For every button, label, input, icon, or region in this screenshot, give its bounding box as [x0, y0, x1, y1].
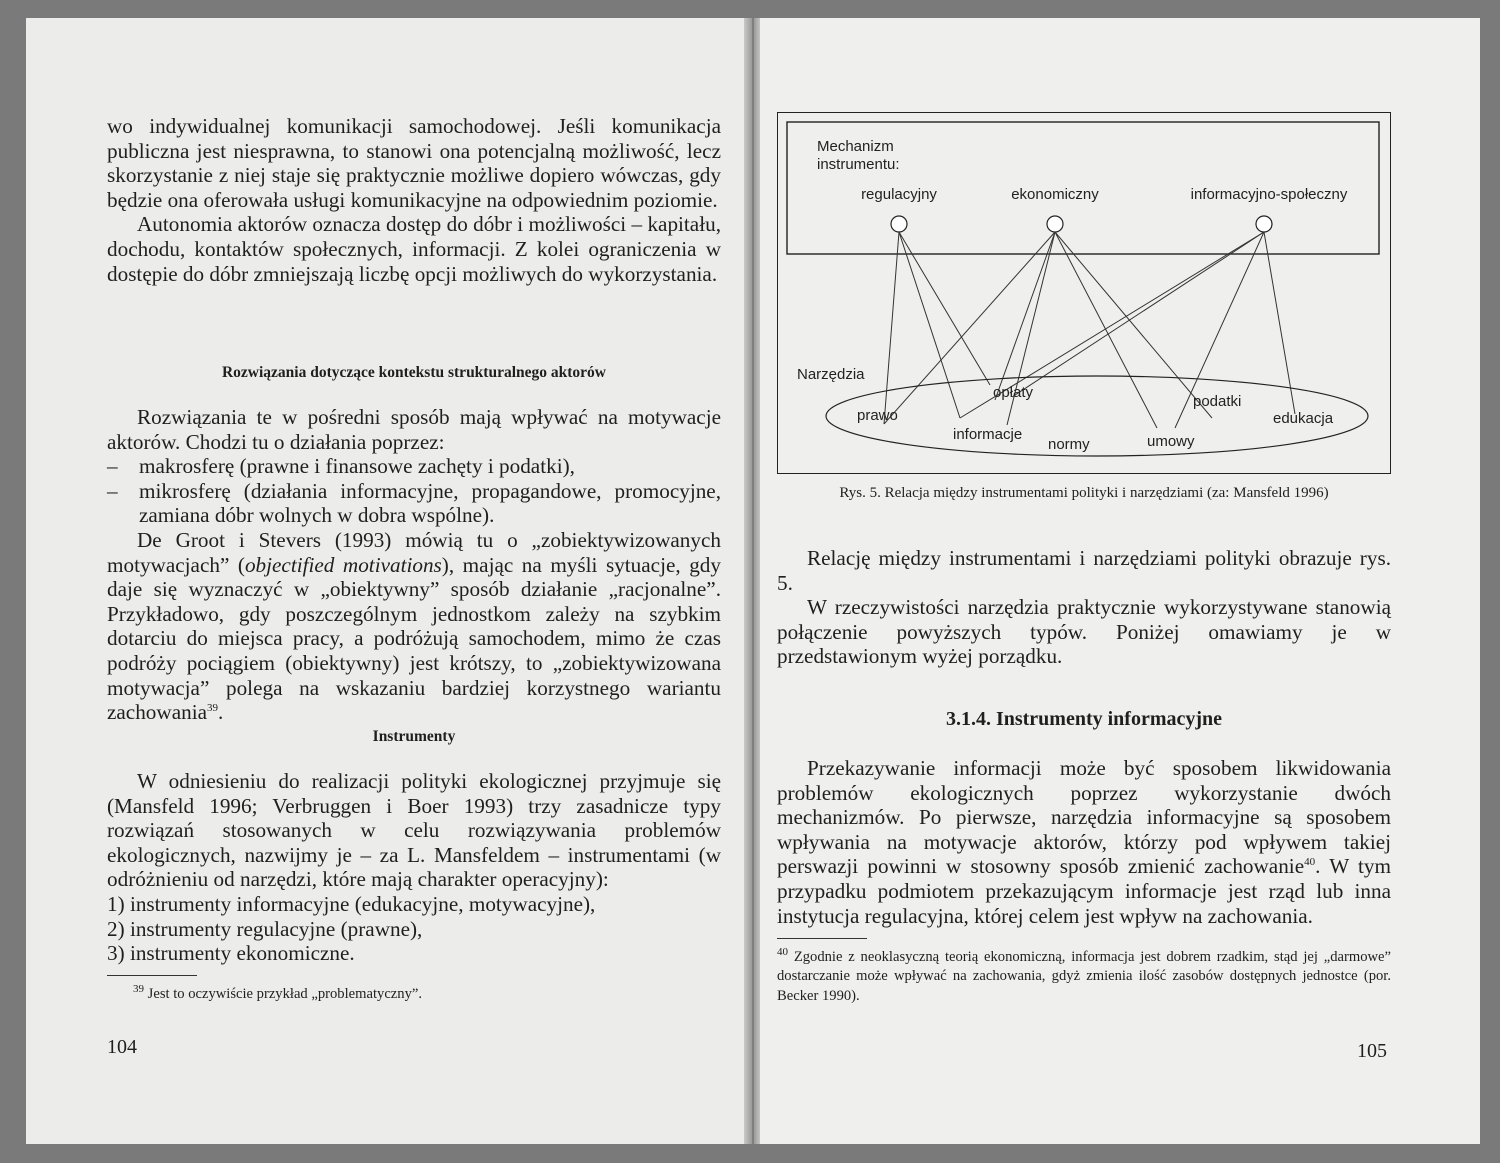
numbered-list-item: 2) instrumenty regulacyjne (prawne),: [107, 916, 423, 941]
dash-list-text: makrosferę (prawne i finansowe zachęty i podatki),: [139, 454, 575, 479]
dash-list-text: mikrosferę (działania informacyjne, propagandowe, promocyjne, zamiana dóbr wolnych w dobra wspólne).: [139, 478, 721, 528]
left-body-top: [107, 114, 721, 286]
left-paragraph-5: W odniesieniu do realizacji polityki ekologicznej przyjmuje się (Mansfeld 1996; Verbruggen i Boer 1993) trzy zasadnicze typy rozwiązań stosowanych w celu rozwiązywania problemów ekologicznych, nazwijmy je – za L. Mansfeldem – instrumentami (w odróżnieniu od narzędzi, które mają charakter operacyjny):: [107, 769, 721, 892]
footnote-ref-39: 39: [207, 702, 218, 715]
tool-informacje: informacje: [953, 426, 1023, 443]
mechanism-label-1: Mechanizm: [817, 138, 894, 155]
left-paragraph-4: De Groot i Stevers (1993) mówią tu o „zobiektywizowanych motywacjach” (objectified motivations), mając na myśli sytuacje, gdy daje się wyznaczyć w „obiektywny” sposób działanie „racjonalne”. Przykładowo, gdy poszczególnym jednostkom zależy na szybkim dotarciu do miejsca pracy, a podróżują samochodem, mimo że czas podróży pociągiem (obiektywny) jest krótszy, to „zobiektywizowana motywacja” polega na wskazaniu bardziej korzystnego wariantu zachowania$^{39}$.: [107, 527, 721, 725]
tool-podatki: podatki: [1193, 393, 1242, 410]
tool-edukacja: edukacja: [1273, 410, 1334, 427]
section-heading: 3.1.4. Instrumenty informacyjne: [945, 708, 1223, 730]
footnote-ref-40: 40: [1304, 856, 1316, 869]
line-reg-informacje: [899, 232, 960, 418]
numbered-list-item: 1) instrumenty informacyjne (edukacyjne, motywacyjne),: [107, 891, 596, 916]
left-body-bottom: [107, 769, 721, 966]
left-heading-structural: Rozwiązania dotyczące kontekstu strukturalnego aktorów: [221, 364, 607, 381]
figure-diagram: [777, 112, 1391, 474]
node-ekonomiczny: [1047, 216, 1063, 232]
footnote-rule: [107, 975, 197, 976]
right-paragraph-3: Przekazywanie informacji może być sposobem likwidowania problemów ekologicznych poprzez wykorzystanie dwóch mechanizmów. Po pierwsze, narzędzia informacyjne są sposobem wpływania na motywacje aktorów, którzy pod wpływem takiej perswazji powinni w stosowny sposób zmienić zachowanie$^{40}$. W tym przypadku podmiotem przekazującym informacje jest rząd lub inna instytucja regulacyjna, której celem jest wpływ na zachowania.: [777, 756, 1391, 928]
figure-caption: Rys. 5. Relacja między instrumentami polityki i narzędziami (za: Mansfeld 1996): [839, 485, 1329, 501]
line-reg-oplaty: [899, 232, 990, 385]
footnote-rule: [777, 938, 867, 939]
right-paragraph-2: W rzeczywistości narzędzia praktycznie wykorzystywane stanowią połączenie powyższych typów. Poniżej omawiamy je w przedstawionym wyżej porządku.: [777, 595, 1391, 669]
left-body-middle: [107, 405, 721, 725]
footnote-40: $^{40}$ Zgodnie z neoklasyczną teorią ekonomiczną, informacja jest dobrem rzadkim, stąd jej „darmowe” dostarczanie może wpływać na zachowania, gdyż zmienia ilość zasobów dostępnych jednostce (por. Becker 1990).: [777, 946, 1391, 1004]
mechanism-ekonomiczny: ekonomiczny: [1011, 186, 1099, 203]
dash-marker: –: [107, 454, 118, 479]
tool-prawo: prawo: [857, 407, 898, 424]
mechanism-label-2: instrumentu:: [817, 156, 900, 173]
right-paragraph-1: Relację między instrumentami i narzędziami polityki obrazuje rys. 5.: [777, 546, 1391, 595]
numbered-list-item: 3) instrumenty ekonomiczne.: [107, 941, 355, 966]
line-reg-prawo: [884, 232, 899, 424]
node-informacyjno-spoleczny: [1256, 216, 1272, 232]
mechanism-regulacyjny: regulacyjny: [861, 186, 937, 203]
left-heading-instruments: Instrumenty: [372, 728, 456, 745]
line-eko-umowy: [1055, 232, 1157, 428]
page-number-left: 104: [107, 1036, 137, 1058]
dash-marker: –: [107, 478, 118, 503]
tool-normy: normy: [1048, 436, 1090, 453]
line-eko-podatki: [1055, 232, 1212, 418]
dash-list-item: [107, 454, 721, 479]
footnote-39: $^{39}$ Jest to oczywiście przykład „problematyczny”.: [133, 983, 422, 1002]
node-regulacyjny: [891, 216, 907, 232]
left-paragraph-1: wo indywidualnej komunikacji samochodowej. Jeśli komunikacja publiczna jest niesprawna, to stanowi ona potencjalną możliwość, lecz skorzystanie z niej staje się praktycznie możliwe dopiero wówczas, gdy będzie ona oferowała usługi komunikacyjne na odpowiednim poziomie.: [107, 114, 721, 212]
page-number-right: 105: [1357, 1040, 1387, 1062]
italic-term: objectified motivations: [244, 552, 442, 577]
tools-label: Narzędzia: [797, 366, 865, 383]
left-paragraph-3: Rozwiązania te w pośredni sposób mają wpływać na motywacje aktorów. Chodzi tu o działania poprzez:: [107, 405, 721, 454]
diagram-svg: [777, 112, 1391, 474]
right-body-bottom: [777, 756, 1391, 928]
mechanism-informacyjno-spoleczny: informacyjno-społeczny: [1190, 186, 1348, 203]
left-paragraph-2: Autonomia aktorów oznacza dostęp do dóbr i możliwości – kapitału, dochodu, kontaktów społecznych, informacji. Z kolei ograniczenia w dostępie do dóbr zmniejszają liczbę opcji możliwych do wykorzystania.: [107, 212, 721, 286]
dash-list-item: [107, 479, 721, 528]
right-body-top: [777, 546, 1391, 669]
tool-umowy: umowy: [1147, 433, 1195, 450]
tool-oplaty: opłaty: [993, 384, 1034, 401]
